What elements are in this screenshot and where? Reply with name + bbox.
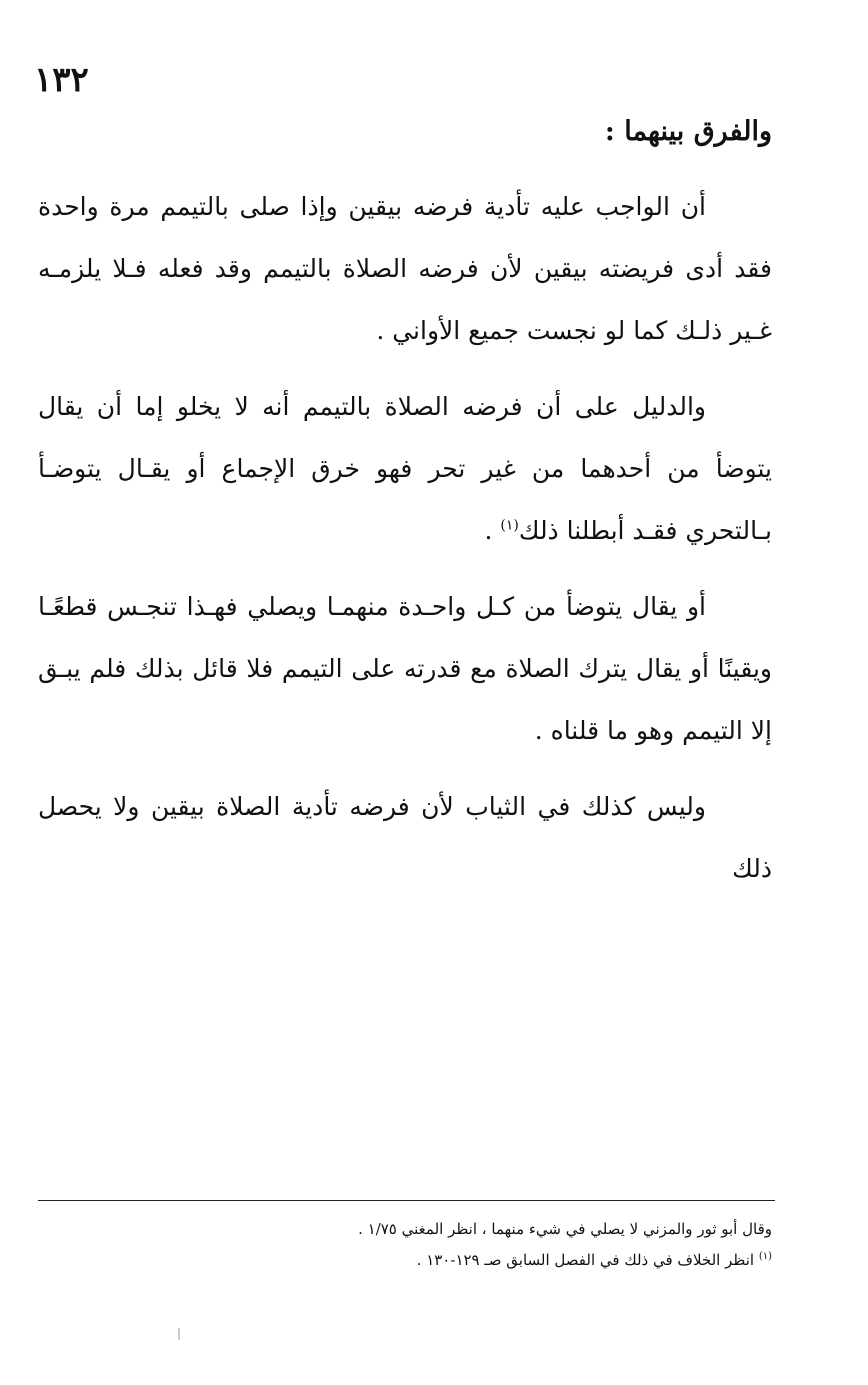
main-text <box>38 108 772 914</box>
section-heading: والفرق بينهما : <box>604 116 772 147</box>
paragraph <box>38 576 772 762</box>
paragraph-text: أو يقال يتوضأ من كـل واحـدة منهمـا ويصلي فهـذا تنجـس قطعًـا ويقينًا أو يقال يترك الصلاة مع قدرته على التيمم فلا قائل بذلك فلم يبـق إلا التيمم وهو ما قلناه . <box>38 592 772 745</box>
paragraph <box>38 776 772 900</box>
footnote-text: انظر الخلاف في ذلك في الفصل السابق صـ ١٢٩-١٣٠ . <box>416 1251 759 1269</box>
paragraph-tail: . <box>484 516 501 545</box>
footnote <box>300 1245 772 1276</box>
footnotes <box>300 1214 772 1276</box>
paragraph-text: وليس كذلك في الثياب لأن فرضه تأدية الصلاة بيقين ولا يحصل ذلك <box>38 792 772 883</box>
footnote-reference[interactable]: (١) <box>500 517 519 534</box>
paragraph <box>38 376 772 562</box>
footnote <box>300 1214 772 1245</box>
footnote-text: وقال أبو ثور والمزني لا يصلي في شيء منهما ، انظر المغني ١/٧٥ . <box>358 1220 772 1238</box>
paragraph <box>38 176 772 362</box>
paragraph-text: أن الواجب عليه تأدية فرضه بيقين وإذا صلى بالتيمم مرة واحدة فقد أدى فريضته بيقين لأن فرضه الصلاة بالتيمم وقد فعله فـلا يلزمـه غـير ذلـك كما لو نجست جميع الأواني . <box>38 192 772 345</box>
page-number: ١٣٢ <box>34 60 89 100</box>
scan-speck <box>178 1328 180 1340</box>
footnote-divider <box>38 1200 775 1201</box>
paragraph-text: والدليل على أن فرضه الصلاة بالتيمم أنه لا يخلو إما أن يقال يتوضأ من أحدهما من غير تحر فهو خرق الإجماع أو يقـال يتوضـأ بـالتحري فقـد أبطلنا ذلك <box>38 392 772 545</box>
footnote-marker: (١) <box>758 1251 772 1262</box>
